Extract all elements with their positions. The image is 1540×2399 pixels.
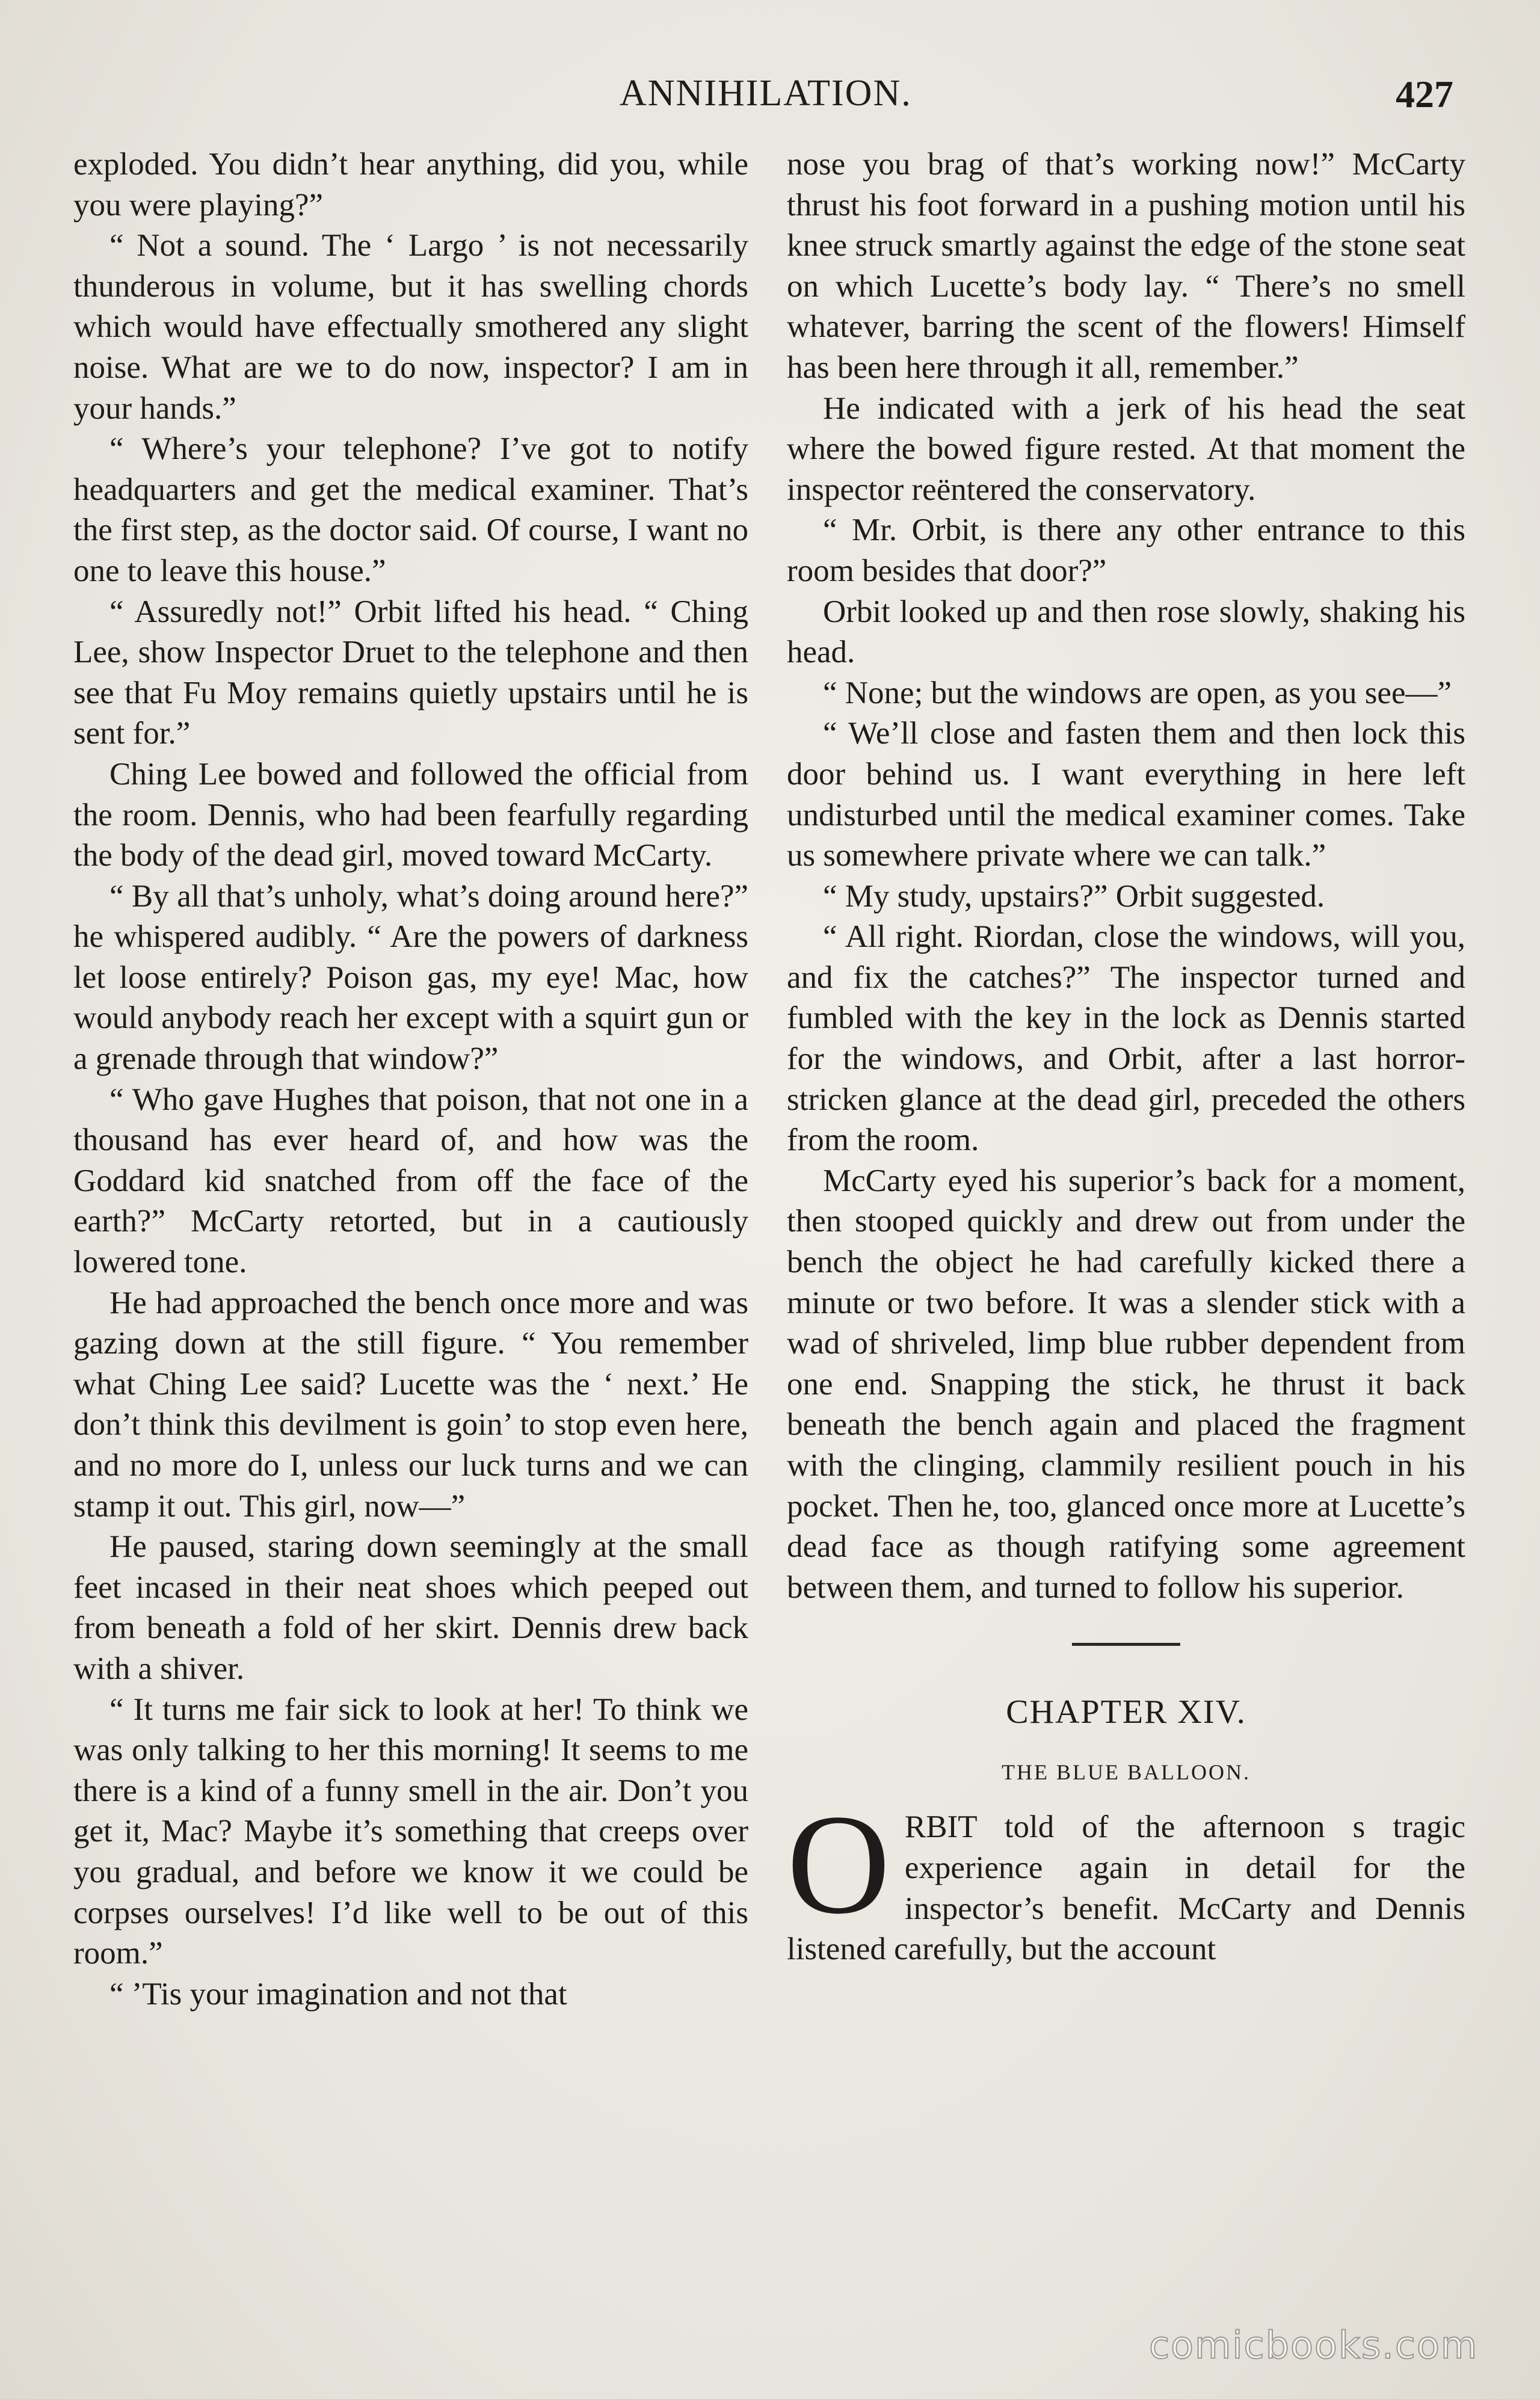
paragraph: “ All right. Riordan, close the windows, will you, and fix the catches?” The inspector turned and fumbled with the key in the lock as Dennis started for the windows, and Orbit, after a last horror-stricken glance at the dead girl, preceded the others from the room. [787, 919, 1465, 1158]
chapter-title: CHAPTER XIV. [1006, 1693, 1246, 1731]
paragraph: He indicated with a jerk of his head the seat where the bowed figure rested. At that moment the inspector reëntered the conservatory. [787, 390, 1465, 507]
drop-cap: O [787, 1785, 890, 1944]
paragraph: “ ’Tis your imagination and not that [109, 1976, 567, 2012]
running-title: ANNIHILATION. [620, 73, 912, 114]
chapter-subtitle: THE BLUE BALLOON. [1002, 1760, 1251, 1785]
opening-text: RBIT told of the afternoon s tragic experience again in detail for the inspector’s benefit. McCarty and Dennis listened carefully, but the account [787, 1809, 1465, 1967]
paragraph: He paused, staring down seemingly at the small feet incased in their neat shoes which peeped out from beneath a fold of her skirt. Dennis drew back with a shiver. [73, 1529, 748, 1686]
paragraph: “ By all that’s unholy, what’s doing around here?” he whispered audibly. “ Are the powers of darkness let loose entirely? Poison gas, my eye! Mac, how would anybody reach her except with a squirt gun or a grenade through that window?” [73, 878, 748, 1077]
running-head [0, 72, 1540, 120]
paragraph: nose you brag of that’s working now!” McCarty thrust his foot forward in a pushing motion until his knee struck smartly against the edge of the stone seat on which Lucette’s body lay. “ There’s no smell whatever, barring the scent of the flowers! Himself has been here through it all, remember.” [787, 147, 1465, 385]
paragraph: “ Where’s your telephone? I’ve got to notify headquarters and get the medical examiner. That’s the first step, as the doctor said. Of course, I want no one to leave this house.” [73, 431, 748, 588]
page-number: 427 [1396, 73, 1453, 115]
paragraph: “ Assuredly not!” Orbit lifted his head. “ Ching Lee, show Inspector Druet to the telephone and then see that Fu Moy remains quietly upstairs until he is sent for.” [73, 594, 748, 751]
paragraph: “ My study, upstairs?” Orbit suggested. [823, 878, 1325, 914]
right-column [787, 144, 1465, 1970]
paragraph: “ It turns me fair sick to look at her! To think we was only talking to her this morning! It seems to me there is a kind of a funny smell in the air. Don’t you get it, Mac? Maybe it’s something that creeps over you gradual, and before we know it we could be corpses ourselves! I’d like well to be out of this room.” [73, 1692, 748, 1971]
paragraph: exploded. You didn’t hear anything, did you, while you were playing?” [73, 147, 748, 223]
paragraph: “ Not a sound. The ‘ Largo ’ is not necessarily thunderous in volume, but it has swelling chords which would have effectually smothered any slight noise. What are we to do now, inspector? I am in your hands.” [73, 228, 748, 426]
chapter-opening [787, 1785, 1465, 1969]
paragraph: Orbit looked up and then rose slowly, shaking his head. [787, 594, 1465, 670]
paragraph: “ We’ll close and fasten them and then lock this door behind us. I want everything in here left undisturbed until the medical examiner comes. Take us somewhere private where we can talk.” [787, 716, 1465, 873]
left-column [73, 144, 748, 2015]
paragraph: McCarty eyed his superior’s back for a moment, then stooped quickly and drew out from under the bench the object he had carefully kicked there a minute or two before. It was a slender stick with a wad of shriveled, limp blue rubber dependent from one end. Snapping the stick, he thrust it back beneath the bench again and placed the fragment with the clinging, clammily resilient pouch in his pocket. Then he, too, glanced once more at Lucette’s dead face as though ratifying some agreement between them, and turned to follow his superior. [787, 1163, 1465, 1605]
paragraph: Ching Lee bowed and followed the official from the room. Dennis, who had been fearfully regarding the body of the dead girl, moved toward McCarty. [73, 756, 748, 873]
paragraph: “ Mr. Orbit, is there any other entrance to this room besides that door?” [787, 513, 1465, 588]
paragraph: He had approached the bench once more and was gazing down at the still figure. “ You remember what Ching Lee said? Lucette was the ‘ next.’ He don’t think this devilment is goin’ to stop even here, and no more do I, unless our luck turns and we can stamp it out. This girl, now—” [73, 1285, 748, 1524]
section-divider [1072, 1643, 1180, 1646]
paragraph: “ None; but the windows are open, as you see—” [823, 675, 1452, 710]
watermark: comicbooks.com [1149, 2323, 1479, 2367]
paragraph: “ Who gave Hughes that poison, that not one in a thousand has ever heard of, and how was the Goddard kid snatched from off the face of the earth?” McCarty retorted, but in a cautiously lowered tone. [73, 1082, 748, 1280]
